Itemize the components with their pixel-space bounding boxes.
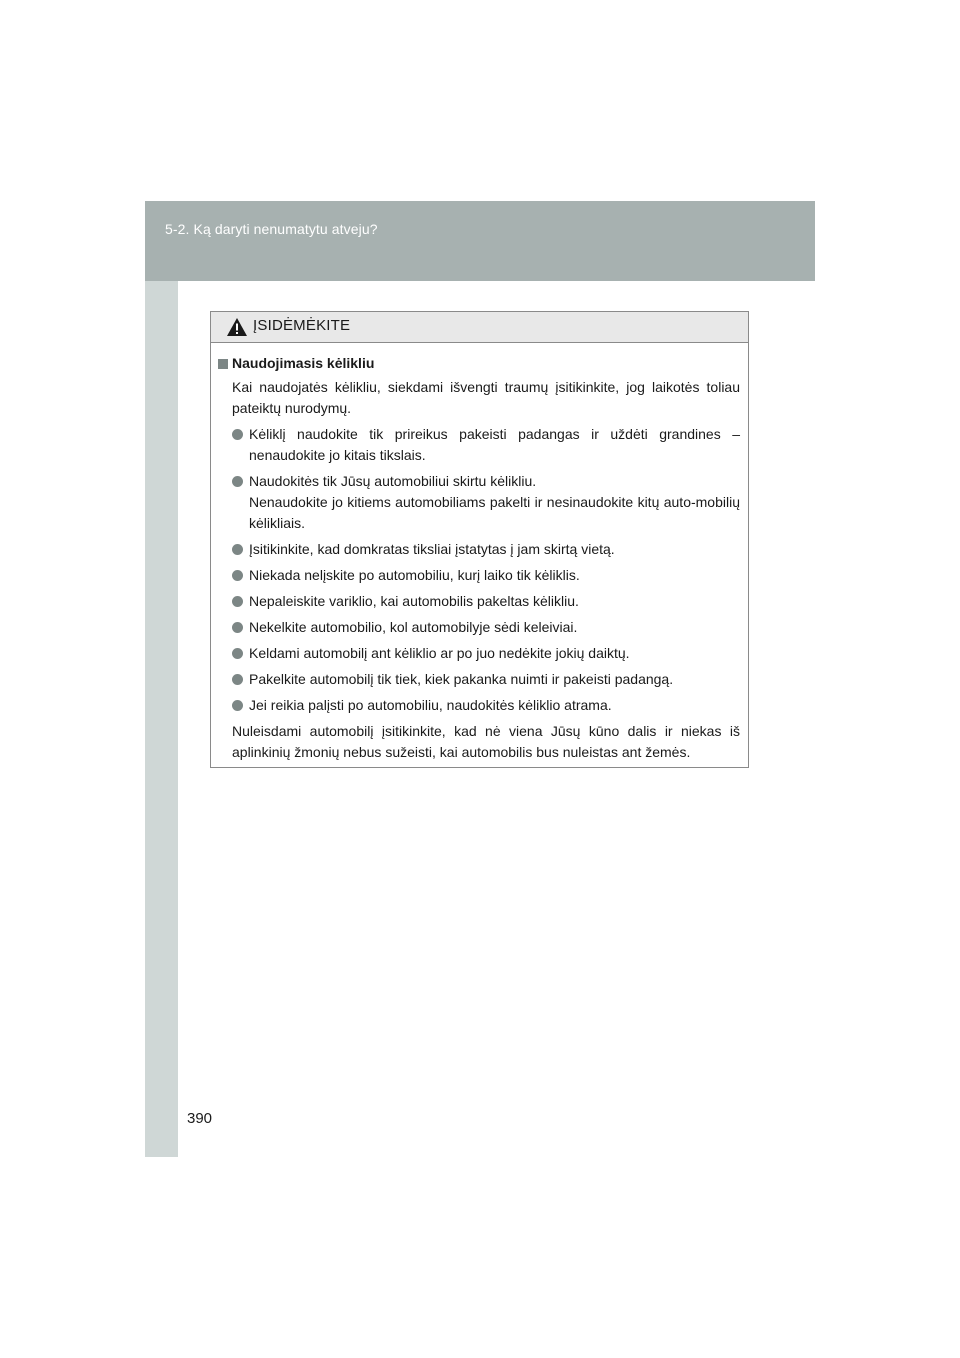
list-item-text: Kėliklį naudokite tik prireikus pakeisti padangas ir uždėti grandines – nenaudokite jo kitais tikslais.	[249, 426, 740, 463]
round-bullet-icon	[232, 648, 243, 659]
list-item-text: Nekelkite automobilio, kol automobilyje sėdi keleiviai.	[249, 619, 578, 635]
list-item	[218, 643, 740, 664]
list-item-text: Nepaleiskite variklio, kai automobilis pakeltas kėlikliu.	[249, 593, 579, 609]
section-header	[145, 201, 815, 281]
round-bullet-icon	[232, 544, 243, 555]
list-item-subtext: Nenaudokite jo kitiems automobiliams pakelti ir nesinaudokite kitų auto-mobilių kėlikliais.	[249, 494, 740, 531]
caution-box	[210, 311, 749, 768]
round-bullet-icon	[232, 674, 243, 685]
list-item-text: Keldami automobilį ant kėliklio ar po juo nedėkite jokių daiktų.	[249, 645, 630, 661]
list-item	[218, 617, 740, 638]
round-bullet-icon	[232, 700, 243, 711]
list-item-text: Jei reikia palįsti po automobiliu, naudokitės kėliklio atrama.	[249, 697, 612, 713]
round-bullet-icon	[232, 429, 243, 440]
round-bullet-icon	[232, 596, 243, 607]
list-item	[218, 669, 740, 690]
list-item	[218, 471, 740, 534]
caution-bullet-list	[218, 424, 740, 716]
list-item-text: Naudokitės tik Jūsų automobiliui skirtu kėlikliu.	[249, 473, 537, 489]
caution-section-heading	[218, 353, 740, 374]
page-number: 390	[187, 1110, 213, 1127]
caution-outro: Nuleisdami automobilį įsitikinkite, kad nė viena Jūsų kūno dalis ir niekas iš aplinkinių žmonių nebus sužeisti, kai automobilis bus nuleistas ant žemės.	[232, 723, 740, 760]
list-item	[218, 424, 740, 466]
caution-section-title: Naudojimasis kėlikliu	[232, 355, 375, 371]
list-item-text: Įsitikinkite, kad domkratas tiksliai įstatytas į jam skirtą vietą.	[249, 541, 615, 557]
list-item	[218, 565, 740, 586]
warning-triangle-icon	[226, 317, 248, 337]
list-item-text: Pakelkite automobilį tik tiek, kiek pakanka nuimti ir pakeisti padangą.	[249, 671, 674, 687]
caution-body	[211, 343, 748, 763]
side-margin-band	[145, 281, 178, 1157]
list-item	[218, 695, 740, 716]
square-bullet-icon	[218, 359, 228, 369]
list-item	[218, 539, 740, 560]
caution-title: ĮSIDĖMĖKITE	[253, 317, 351, 334]
list-item	[218, 591, 740, 612]
round-bullet-icon	[232, 622, 243, 633]
section-title: 5-2. Ką daryti nenumatytu atveju?	[165, 221, 378, 237]
round-bullet-icon	[232, 570, 243, 581]
list-item-text: Niekada nelįskite po automobiliu, kurį laiko tik kėliklis.	[249, 567, 580, 583]
round-bullet-icon	[232, 476, 243, 487]
caution-intro: Kai naudojatės kėlikliu, siekdami išvengti traumų įsitikinkite, jog laikotės toliau pateiktų nurodymų.	[232, 379, 740, 416]
caution-header	[211, 312, 748, 343]
